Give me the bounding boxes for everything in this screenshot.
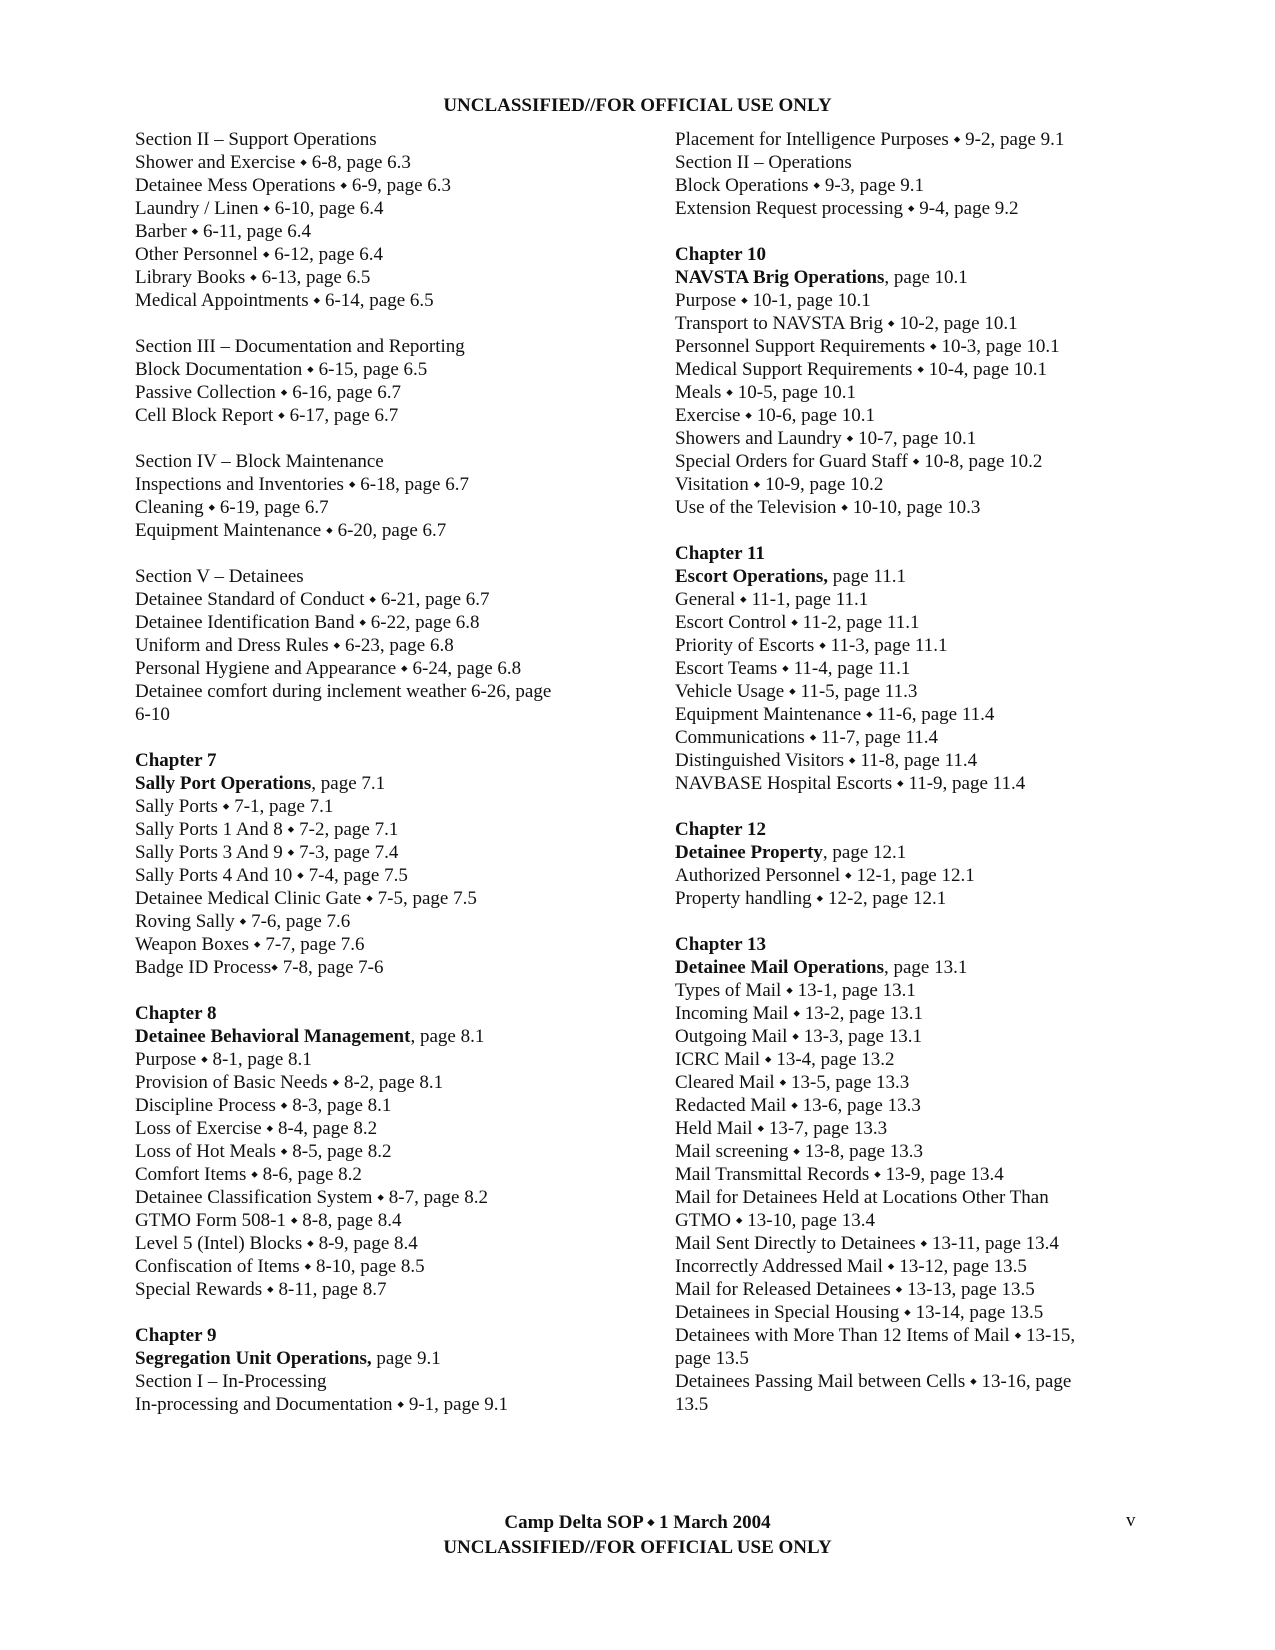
toc-entry: Sally Ports ⬩ 7-1, page 7.1 [135, 796, 334, 817]
toc-entry: 13.5 [675, 1394, 709, 1415]
toc-entry: Confiscation of Items ⬩ 8-10, page 8.5 [135, 1256, 425, 1277]
toc-entry: Loss of Hot Meals ⬩ 8-5, page 8.2 [135, 1141, 392, 1162]
toc-entry: Weapon Boxes ⬩ 7-7, page 7.6 [135, 934, 365, 955]
toc-entry: Priority of Escorts ⬩ 11-3, page 11.1 [675, 635, 948, 656]
toc-entry: Passive Collection ⬩ 6-16, page 6.7 [135, 382, 401, 403]
toc-entry: Detainees in Special Housing ⬩ 13-14, page 13.5 [675, 1302, 1044, 1323]
spacer [675, 519, 1135, 542]
chapter-heading: Chapter 13 [675, 934, 766, 955]
toc-entry: Cell Block Report ⬩ 6-17, page 6.7 [135, 405, 399, 426]
toc-entry: GTMO Form 508-1 ⬩ 8-8, page 8.4 [135, 1210, 402, 1231]
toc-entry: Equipment Maintenance ⬩ 11-6, page 11.4 [675, 704, 995, 725]
toc-entry: Visitation ⬩ 10-9, page 10.2 [675, 474, 884, 495]
chapter-title-text: NAVSTA Brig Operations [675, 267, 885, 288]
chapter-heading: Chapter 12 [675, 819, 766, 840]
toc-entry: Mail Transmittal Records ⬩ 13-9, page 13.4 [675, 1164, 1004, 1185]
toc-right-column [675, 128, 1135, 1416]
chapter-title-page: , page 7.1 [311, 773, 386, 794]
toc-entry: Detainee Classification System ⬩ 8-7, page 8.2 [135, 1187, 488, 1208]
toc-entry: Escort Teams ⬩ 11-4, page 11.1 [675, 658, 911, 679]
chapter-title-text: Detainee Property [675, 842, 823, 863]
toc-entry: Placement for Intelligence Purposes ⬩ 9-2, page 9.1 [675, 129, 1065, 150]
toc-entry: Detainee Standard of Conduct ⬩ 6-21, page 6.7 [135, 589, 490, 610]
toc-entry: In-processing and Documentation ⬩ 9-1, page 9.1 [135, 1394, 509, 1415]
spacer [135, 427, 605, 450]
toc-entry: ICRC Mail ⬩ 13-4, page 13.2 [675, 1049, 895, 1070]
toc-entry: Outgoing Mail ⬩ 13-3, page 13.1 [675, 1026, 922, 1047]
toc-entry: Mail Sent Directly to Detainees ⬩ 13-11, page 13.4 [675, 1233, 1059, 1254]
chapter-title [675, 956, 1135, 979]
toc-entry: Meals ⬩ 10-5, page 10.1 [675, 382, 856, 403]
chapter-title-page: , page 10.1 [884, 267, 968, 288]
toc-entry: Detainee Mess Operations ⬩ 6-9, page 6.3 [135, 175, 452, 196]
toc-entry: Use of the Television ⬩ 10-10, page 10.3 [675, 497, 981, 518]
toc-entry: Detainees with More Than 12 Items of Mail ⬩ 13-15, [675, 1325, 1076, 1346]
toc-entry: Section IV – Block Maintenance [135, 451, 384, 472]
spacer [675, 795, 1135, 818]
chapter-title-text: Segregation Unit Operations, [135, 1348, 372, 1369]
chapter-title-page: , page 8.1 [410, 1026, 485, 1047]
toc-entry: Section I – In-Processing [135, 1371, 327, 1392]
toc-entry: Inspections and Inventories ⬩ 6-18, page 6.7 [135, 474, 469, 495]
toc-entry: Escort Control ⬩ 11-2, page 11.1 [675, 612, 920, 633]
toc-entry: Block Operations ⬩ 9-3, page 9.1 [675, 175, 925, 196]
toc-entry: Authorized Personnel ⬩ 12-1, page 12.1 [675, 865, 975, 886]
chapter-title-text: Detainee Mail Operations [675, 957, 884, 978]
toc-entry: Laundry / Linen ⬩ 6-10, page 6.4 [135, 198, 384, 219]
toc-left-column [135, 128, 605, 1416]
toc-entry: Special Orders for Guard Staff ⬩ 10-8, page 10.2 [675, 451, 1043, 472]
toc-entry: Medical Appointments ⬩ 6-14, page 6.5 [135, 290, 434, 311]
toc-entry: Extension Request processing ⬩ 9-4, page 9.2 [675, 198, 1019, 219]
chapter-title [135, 1347, 605, 1370]
toc-entry: Sally Ports 4 And 10 ⬩ 7-4, page 7.5 [135, 865, 408, 886]
toc-entry: Section III – Documentation and Reporting [135, 336, 465, 357]
chapter-heading: Chapter 8 [135, 1003, 217, 1024]
toc-entry: Discipline Process ⬩ 8-3, page 8.1 [135, 1095, 392, 1116]
chapter-title-text: Sally Port Operations [135, 773, 312, 794]
chapter-title [675, 565, 1135, 588]
toc-entry: Detainee Identification Band ⬩ 6-22, page 6.8 [135, 612, 480, 633]
spacer [135, 1301, 605, 1324]
toc-entry: GTMO ⬩ 13-10, page 13.4 [675, 1210, 875, 1231]
toc-entry: Cleaning ⬩ 6-19, page 6.7 [135, 497, 329, 518]
page-number: v [1126, 1510, 1136, 1531]
toc-entry: Personal Hygiene and Appearance ⬩ 6-24, page 6.8 [135, 658, 522, 679]
header-classification: UNCLASSIFIED//FOR OFFICIAL USE ONLY [443, 95, 832, 116]
spacer [675, 220, 1135, 243]
toc-entry: Purpose ⬩ 8-1, page 8.1 [135, 1049, 312, 1070]
chapter-heading: Chapter 11 [675, 543, 765, 564]
toc-entry: Exercise ⬩ 10-6, page 10.1 [675, 405, 875, 426]
spacer [135, 979, 605, 1002]
toc-entry: Special Rewards ⬩ 8-11, page 8.7 [135, 1279, 387, 1300]
toc-entry: Barber ⬩ 6-11, page 6.4 [135, 221, 312, 242]
toc-entry: Badge ID Process⬩ 7-8, page 7-6 [135, 957, 384, 978]
toc-entry: Block Documentation ⬩ 6-15, page 6.5 [135, 359, 428, 380]
spacer [135, 312, 605, 335]
chapter-title-page: , page 13.1 [883, 957, 968, 978]
toc-entry: Mail for Detainees Held at Locations Other Than [675, 1187, 1049, 1208]
chapter-heading: Chapter 9 [135, 1325, 217, 1346]
toc-entry: Communications ⬩ 11-7, page 11.4 [675, 727, 938, 748]
toc-entry: Incorrectly Addressed Mail ⬩ 13-12, page 13.5 [675, 1256, 1027, 1277]
toc-entry: Other Personnel ⬩ 6-12, page 6.4 [135, 244, 383, 265]
toc-entry: Uniform and Dress Rules ⬩ 6-23, page 6.8 [135, 635, 454, 656]
chapter-title-text: Escort Operations, [675, 566, 829, 587]
footer-document-line: Camp Delta SOP ⬩ 1 March 2004 [504, 1512, 771, 1533]
toc-entry: Cleared Mail ⬩ 13-5, page 13.3 [675, 1072, 910, 1093]
toc-entry: Sally Ports 1 And 8 ⬩ 7-2, page 7.1 [135, 819, 399, 840]
toc-entry: 6-10 [135, 704, 170, 725]
toc-entry: Loss of Exercise ⬩ 8-4, page 8.2 [135, 1118, 378, 1139]
spacer [135, 726, 605, 749]
toc-entry: Distinguished Visitors ⬩ 11-8, page 11.4 [675, 750, 978, 771]
toc-entry: page 13.5 [675, 1348, 749, 1369]
chapter-title-page: page 9.1 [371, 1348, 441, 1369]
toc-entry: Detainee Medical Clinic Gate ⬩ 7-5, page 7.5 [135, 888, 477, 909]
footer-classification: UNCLASSIFIED//FOR OFFICIAL USE ONLY [443, 1537, 832, 1558]
chapter-title [135, 1025, 605, 1048]
spacer [135, 542, 605, 565]
chapter-title [675, 266, 1135, 289]
toc-entry: Vehicle Usage ⬩ 11-5, page 11.3 [675, 681, 918, 702]
toc-entry: Mail for Released Detainees ⬩ 13-13, page 13.5 [675, 1279, 1035, 1300]
toc-entry: Section II – Support Operations [135, 129, 377, 150]
toc-entry: Redacted Mail ⬩ 13-6, page 13.3 [675, 1095, 921, 1116]
toc-entry: Incoming Mail ⬩ 13-2, page 13.1 [675, 1003, 923, 1024]
toc-entry: Level 5 (Intel) Blocks ⬩ 8-9, page 8.4 [135, 1233, 418, 1254]
chapter-heading: Chapter 10 [675, 244, 766, 265]
toc-entry: Section II – Operations [675, 152, 852, 173]
chapter-title-text: Detainee Behavioral Management [135, 1026, 411, 1047]
footer [0, 1510, 1275, 1560]
toc-entry: Shower and Exercise ⬩ 6-8, page 6.3 [135, 152, 411, 173]
toc-entry: Detainees Passing Mail between Cells ⬩ 13-16, page [675, 1371, 1072, 1392]
toc-entry: Held Mail ⬩ 13-7, page 13.3 [675, 1118, 888, 1139]
toc-entry: Types of Mail ⬩ 13-1, page 13.1 [675, 980, 916, 1001]
toc-entry: Purpose ⬩ 10-1, page 10.1 [675, 290, 871, 311]
chapter-title [135, 772, 605, 795]
toc-entry: Section V – Detainees [135, 566, 304, 587]
spacer [675, 910, 1135, 933]
toc-entry: NAVBASE Hospital Escorts ⬩ 11-9, page 11.4 [675, 773, 1026, 794]
toc-entry: Mail screening ⬩ 13-8, page 13.3 [675, 1141, 923, 1162]
toc-entry: Comfort Items ⬩ 8-6, page 8.2 [135, 1164, 362, 1185]
toc-entry: Personnel Support Requirements ⬩ 10-3, page 10.1 [675, 336, 1060, 357]
toc-entry: Detainee comfort during inclement weather 6-26, page [135, 681, 552, 702]
toc-entry: Provision of Basic Needs ⬩ 8-2, page 8.1 [135, 1072, 444, 1093]
toc-entry: Library Books ⬩ 6-13, page 6.5 [135, 267, 371, 288]
chapter-heading: Chapter 7 [135, 750, 217, 771]
toc-entry: General ⬩ 11-1, page 11.1 [675, 589, 869, 610]
toc-entry: Transport to NAVSTA Brig ⬩ 10-2, page 10.1 [675, 313, 1018, 334]
chapter-title [675, 841, 1135, 864]
toc-entry: Medical Support Requirements ⬩ 10-4, page 10.1 [675, 359, 1047, 380]
toc-entry: Roving Sally ⬩ 7-6, page 7.6 [135, 911, 351, 932]
chapter-title-page: page 11.1 [828, 566, 906, 587]
toc-entry: Equipment Maintenance ⬩ 6-20, page 6.7 [135, 520, 447, 541]
toc-entry: Showers and Laundry ⬩ 10-7, page 10.1 [675, 428, 977, 449]
toc-entry: Property handling ⬩ 12-2, page 12.1 [675, 888, 947, 909]
chapter-title-page: , page 12.1 [822, 842, 907, 863]
toc-entry: Sally Ports 3 And 9 ⬩ 7-3, page 7.4 [135, 842, 399, 863]
